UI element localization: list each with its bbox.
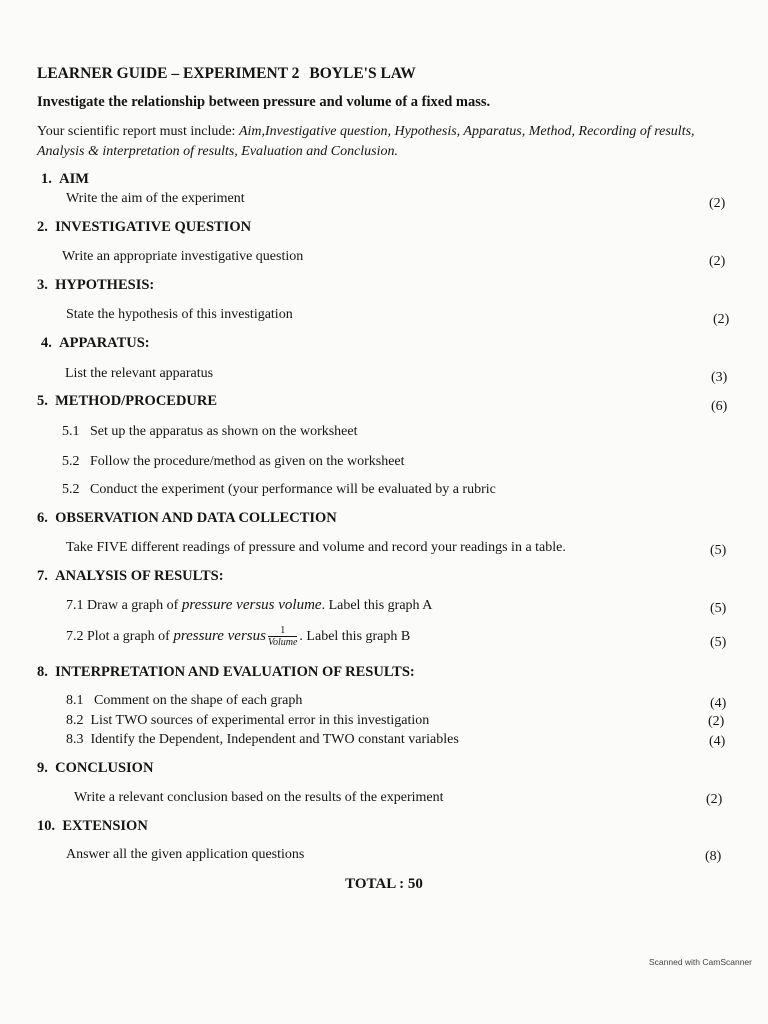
item-number: 8.1 [66, 693, 84, 708]
item-text: Comment on the shape of each graph [94, 693, 303, 708]
section-apparatus-heading [41, 335, 150, 352]
section-analysis-heading [37, 568, 224, 585]
section-number: 2. [37, 219, 48, 235]
method-step [62, 424, 358, 440]
section-hypothesis-heading [37, 277, 154, 294]
item-text: Plot a graph of [87, 629, 170, 645]
item-text: Identify the Dependent, Independent and TWO constant variables [90, 732, 459, 747]
observation-mark: (5) [710, 543, 727, 558]
section-number: 10. [37, 818, 56, 834]
total-marks: TOTAL : 50 [345, 876, 423, 892]
method-mark: (6) [711, 399, 728, 414]
section-number: 4. [41, 335, 52, 351]
extension-mark: (8) [705, 849, 722, 864]
observation-instruction: Take FIVE different readings of pressure and volume and record your readings in a table. [66, 540, 566, 555]
aim-mark: (2) [709, 196, 726, 211]
formula: pressure versus volume [181, 597, 322, 613]
apparatus-mark: (3) [711, 370, 728, 385]
section-interpretation-heading [37, 664, 415, 681]
intro-items: Aim,Investigative question, Hypothesis, Apparatus, Method, Recording of results, Analysis & interpretation of results, Evaluation and Conclusion. [37, 124, 695, 159]
interpretation-item [66, 693, 302, 709]
document-title [37, 65, 416, 83]
section-title: CONCLUSION [55, 760, 154, 776]
formula: pressure versus [173, 628, 266, 645]
title-experiment: LEARNER GUIDE – EXPERIMENT 2 [37, 65, 300, 82]
step-text: Set up the apparatus as shown on the worksheet [90, 424, 358, 439]
section-observation-heading [37, 510, 337, 527]
method-step [62, 482, 496, 498]
interpretation-mark: (2) [708, 714, 725, 729]
hypothesis-instruction: State the hypothesis of this investigation [66, 307, 293, 322]
item-number: 7.1 [66, 598, 84, 613]
section-conclusion-heading [37, 760, 153, 777]
intro-prefix: Your scientific report must include: [37, 124, 239, 139]
section-title: METHOD/PROCEDURE [55, 393, 218, 409]
section-number: 8. [37, 664, 48, 680]
step-number: 5.2 [62, 482, 80, 497]
section-title: HYPOTHESIS: [55, 277, 155, 293]
section-number: 5. [37, 393, 48, 409]
analysis-item-graph-a [66, 597, 432, 614]
section-title: APPARATUS: [59, 335, 150, 351]
section-number: 3. [37, 277, 48, 293]
hypothesis-mark: (2) [713, 312, 730, 327]
interpretation-mark: (4) [710, 696, 727, 711]
step-number: 5.1 [62, 424, 80, 439]
scanner-watermark: Scanned with CamScanner [648, 957, 752, 967]
section-aim-heading [41, 171, 89, 188]
section-number: 1. [41, 171, 52, 187]
item-text-tail: . Label this graph B [299, 629, 411, 645]
fraction-numerator: 1 [268, 626, 297, 637]
step-number: 5.2 [62, 454, 80, 469]
method-step [62, 454, 405, 470]
section-title: ANALYSIS OF RESULTS: [55, 568, 224, 584]
section-title: OBSERVATION AND DATA COLLECTION [55, 510, 337, 526]
investigative-question-mark: (2) [709, 254, 726, 269]
reciprocal-fraction [268, 626, 297, 648]
step-text: Follow the procedure/method as given on the worksheet [90, 454, 405, 469]
section-title: EXTENSION [62, 818, 148, 834]
fraction-denominator: Volume [267, 637, 298, 648]
item-number: 8.2 [66, 713, 84, 728]
interpretation-mark: (4) [709, 734, 726, 749]
graph-b-mark: (5) [710, 635, 727, 650]
section-number: 9. [37, 760, 48, 776]
item-number: 7.2 [66, 629, 84, 645]
analysis-item-graph-b [66, 626, 410, 648]
interpretation-item [66, 732, 459, 748]
apparatus-instruction: List the relevant apparatus [65, 366, 214, 381]
aim-instruction: Write the aim of the experiment [66, 191, 245, 206]
section-title: AIM [59, 171, 89, 187]
interpretation-item [66, 713, 429, 729]
section-title: INTERPRETATION AND EVALUATION OF RESULTS: [55, 664, 415, 680]
report-requirements [37, 122, 737, 162]
item-text-tail: . Label this graph A [321, 598, 433, 613]
item-text: List TWO sources of experimental error in this investigation [90, 713, 430, 728]
extension-instruction: Answer all the given application questions [66, 847, 305, 862]
section-number: 7. [37, 568, 48, 584]
item-number: 8.3 [66, 732, 84, 747]
conclusion-instruction: Write a relevant conclusion based on the results of the experiment [74, 790, 444, 805]
section-extension-heading [37, 818, 148, 835]
graph-a-mark: (5) [710, 601, 727, 616]
title-topic: BOYLE'S LAW [309, 65, 416, 82]
section-method-heading [37, 393, 217, 410]
investigative-question-instruction: Write an appropriate investigative question [62, 249, 304, 264]
conclusion-mark: (2) [706, 792, 723, 807]
document-subtitle: Investigate the relationship between pressure and volume of a fixed mass. [37, 94, 491, 110]
section-title: INVESTIGATIVE QUESTION [55, 219, 252, 235]
item-text: Draw a graph of [87, 598, 179, 613]
section-investigative-question-heading [37, 219, 251, 236]
step-text: Conduct the experiment (your performance will be evaluated by a rubric [90, 482, 496, 497]
section-number: 6. [37, 510, 48, 526]
